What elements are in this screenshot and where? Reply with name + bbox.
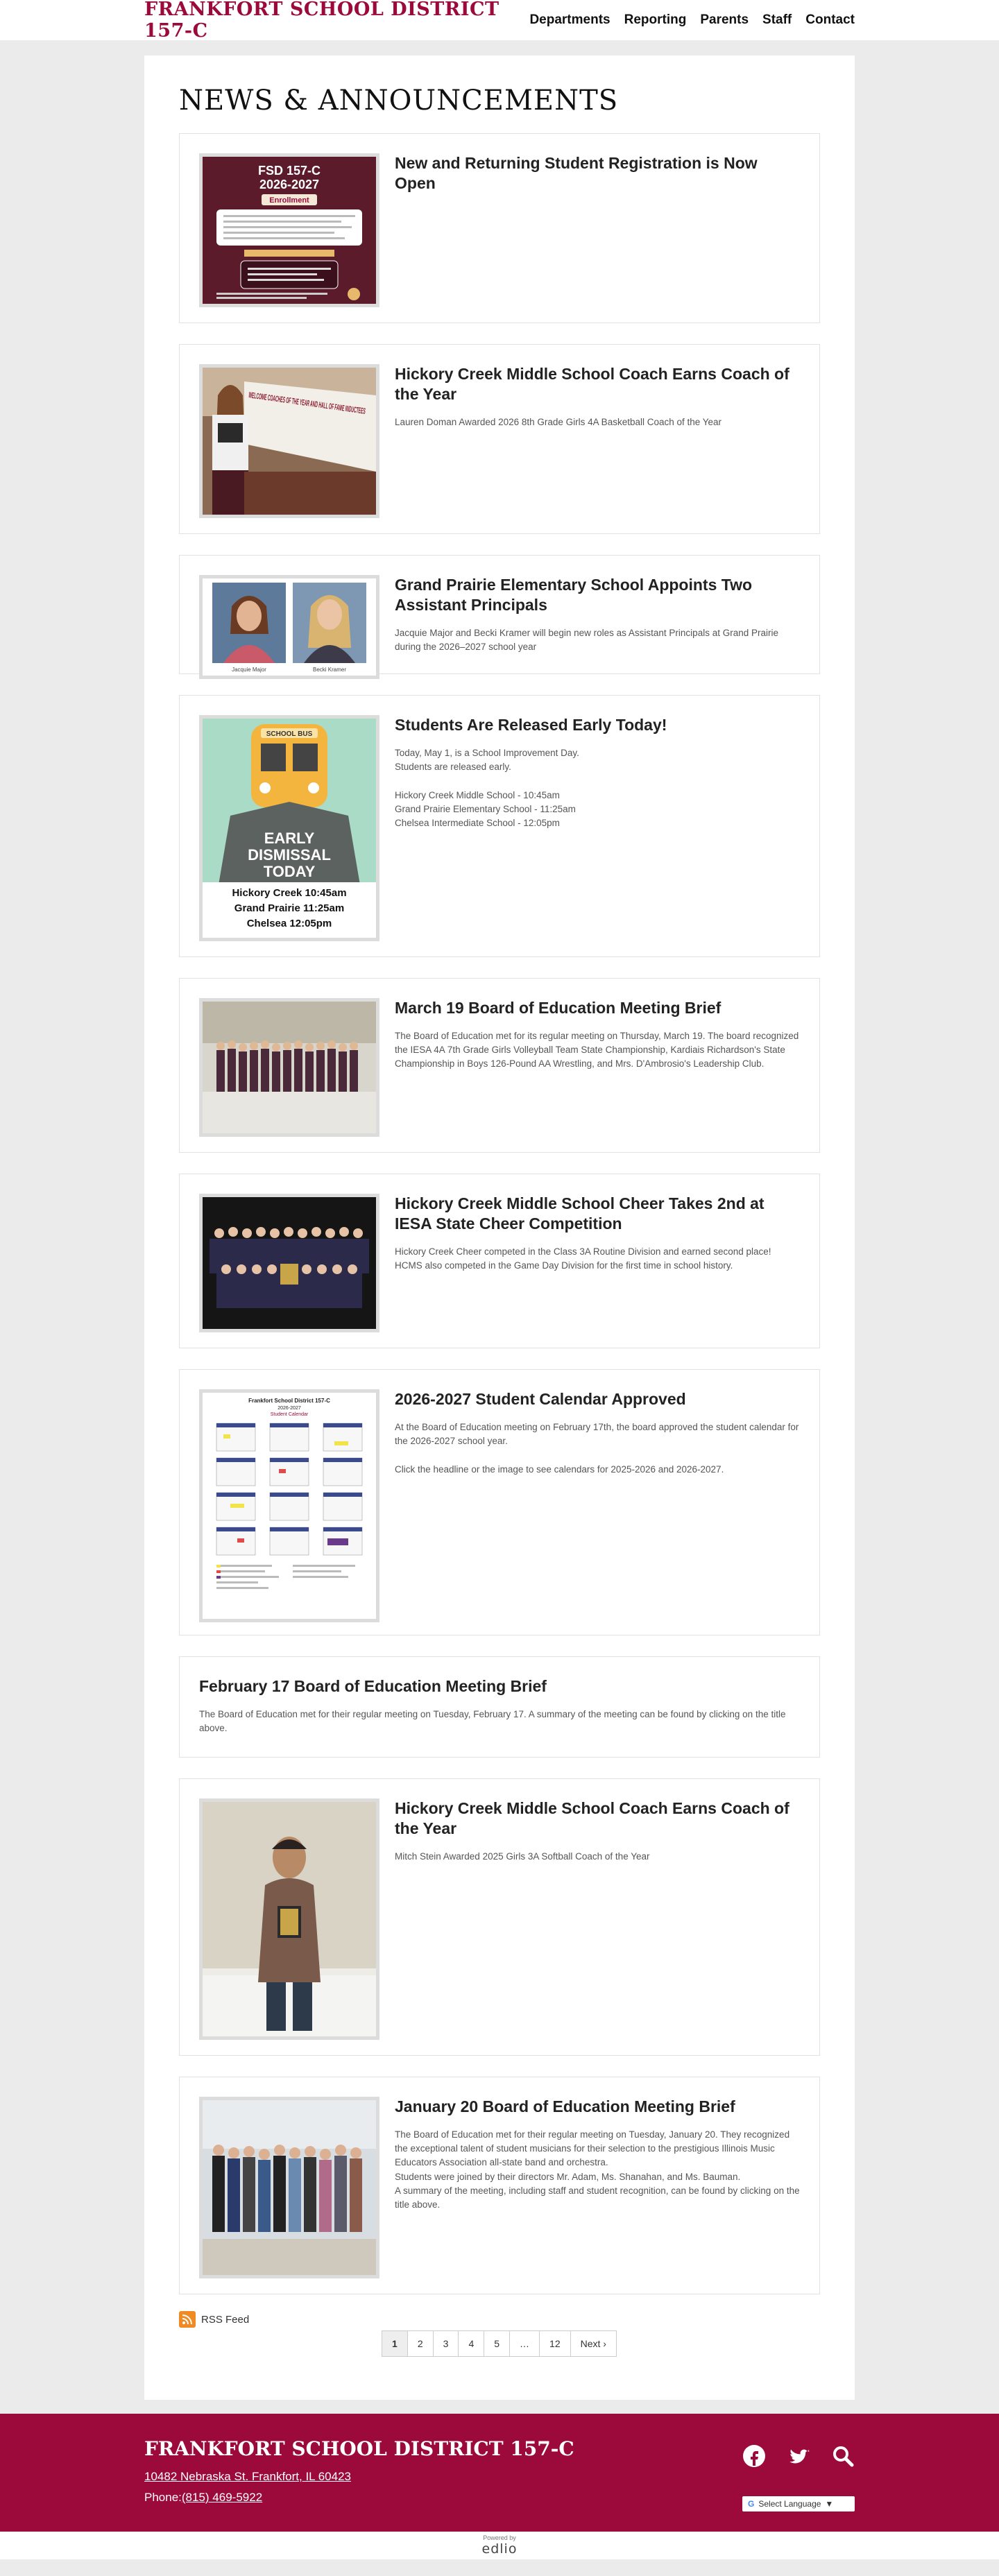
search-icon[interactable] [831,2444,855,2471]
news-item [179,133,820,323]
news-title[interactable]: March 19 Board of Education Meeting Brief [395,999,722,1017]
flyer-enrollment: Enrollment [269,196,309,205]
footer-district-name: FRANKFORT SCHOOL DISTRICT 157-C [144,2437,574,2460]
news-title[interactable]: Hickory Creek Middle School Coach Earns Coach of the Year [395,1799,789,1837]
news-summary: The Board of Education met for its regular meeting on Thursday, March 19. The board recognized the IESA 4A 7th Grade Girls Volleyball Team State Championship, Kardiais Richardson's State Championship in Boys 126-Pound AA Wrestling, and Mrs. D'Ambrosio's Leadership Club. [395,1030,799,1070]
dismissal-text: TODAY [263,863,316,880]
news-item [179,2077,820,2294]
news-summary: Lauren Doman Awarded 2026 8th Grade Girls 4A Basketball Coach of the Year [395,416,722,427]
nav-contact[interactable]: Contact [805,12,855,27]
photo-caption: Becki Kramer [312,667,347,673]
next-page-button[interactable]: Next › [570,2330,617,2357]
news-title[interactable]: Students Are Released Early Today! [395,716,667,734]
news-summary: At the Board of Education meeting on February 17th, the board approved the student calendar for the 2026-2027 school year. Click the headline or the image to see calendars for 2025-2026 and 2026-2027. [395,1421,799,1475]
principals-photo[interactable] [199,575,379,679]
news-item [179,695,820,957]
pagination [179,2330,820,2357]
main-nav [529,12,855,28]
page-5[interactable]: 5 [484,2330,510,2357]
photo-caption: Jacquie Major [232,667,266,673]
rss-feed-link[interactable] [179,2311,820,2328]
dismissal-time: Grand Prairie 11:25am [234,902,345,914]
news-summary: The Board of Education met for their regular meeting on Tuesday, February 17. A summary of the meeting can be found by clicking on the title above. [199,1708,786,1733]
powered-by [0,2532,999,2559]
board-meeting-photo[interactable] [199,998,379,1137]
music-students-photo[interactable] [199,2097,379,2278]
rss-label: RSS Feed [201,2313,250,2326]
rss-icon [179,2311,196,2328]
main-content [144,55,855,2400]
registration-flyer-image[interactable] [199,153,379,307]
site-footer [0,2414,999,2532]
footer-address[interactable]: 10482 Nebraska St. Frankfort, IL 60423 [144,2470,351,2483]
news-item [179,1174,820,1348]
early-dismissal-graphic[interactable] [199,715,379,941]
news-item [179,978,820,1153]
calendar-year: 2026-2027 [278,1406,301,1411]
facebook-icon[interactable] [742,2444,766,2471]
twitter-icon[interactable] [787,2444,810,2471]
dismissal-time: Hickory Creek 10:45am [232,887,347,899]
top-bar [0,0,999,40]
news-summary: Hickory Creek Cheer competed in the Class 3A Routine Division and earned second place! HCMS also competed in the Game Day Division for the first time in school history. [395,1246,771,1271]
cheer-team-photo[interactable] [199,1194,379,1332]
language-select-label: Select Language [758,2499,821,2509]
calendar-image[interactable] [199,1389,379,1622]
news-summary: The Board of Education met for their regular meeting on Tuesday, January 20. They recognized the exceptional talent of student musicians for their selection to the prestigious Illinois Music Educators Association all-state band and orchestra. Students were joined by their directors Mr. Adam, Ms. Shanahan, and Ms. Bauman. A summary of the meeting, including staff and student recognition, can be found by clicking on the title above. [395,2129,800,2210]
nav-departments[interactable]: Departments [529,12,610,27]
news-summary: Mitch Stein Awarded 2025 Girls 3A Softball Coach of the Year [395,1851,650,1862]
news-item [179,1656,820,1758]
news-summary: Jacquie Major and Becki Kramer will begin new roles as Assistant Principals at Grand Prairie during the 2026–2027 school year [395,627,778,652]
language-select[interactable] [742,2496,855,2511]
calendar-subtitle: Student Calendar [270,1412,309,1417]
page-12[interactable]: 12 [539,2330,571,2357]
nav-reporting[interactable]: Reporting [624,12,687,27]
edlio-logo[interactable]: edlio [481,2541,518,2557]
powered-by-label: Powered by [483,2534,516,2541]
news-item [179,1778,820,2056]
footer-phone[interactable]: (815) 469-5922 [181,2491,263,2504]
dismissal-text: EARLY [264,830,315,847]
news-title[interactable]: Grand Prairie Elementary School Appoints Two Assistant Principals [395,576,753,614]
nav-parents[interactable]: Parents [700,12,749,27]
news-title[interactable]: 2026-2027 Student Calendar Approved [395,1390,686,1408]
page-3[interactable]: 3 [433,2330,459,2357]
news-title[interactable]: January 20 Board of Education Meeting Brief [395,2097,735,2115]
dismissal-time: Chelsea 12:05pm [246,918,332,929]
page-2[interactable]: 2 [407,2330,434,2357]
flyer-year: 2026-2027 [259,178,320,191]
page-title: NEWS & ANNOUNCEMENTS [179,85,619,117]
site-brand[interactable]: FRANKFORT SCHOOL DISTRICT 157-C [144,0,500,42]
news-title[interactable]: New and Returning Student Registration is Now Open [395,154,758,192]
footer-phone-label: Phone: [144,2491,182,2504]
page-1[interactable]: 1 [382,2330,408,2357]
calendar-title: Frankfort School District 157-C [248,1398,330,1404]
news-summary: Today, May 1, is a School Improvement Day. Students are released early. Hickory Creek Middle School - 10:45am Grand Prairie Elementary School - 11:25am Chelsea Intermediate School - 12:05pm [395,747,579,828]
chevron-down-icon: ▼ [825,2499,834,2509]
news-title[interactable]: Hickory Creek Middle School Coach Earns Coach of the Year [395,365,789,403]
dismissal-text: DISMISSAL [248,846,331,864]
bus-sign: SCHOOL BUS [266,730,313,738]
page-ellipsis: … [509,2330,540,2357]
google-icon: G [748,2499,755,2509]
news-title[interactable]: Hickory Creek Middle School Cheer Takes 2nd at IESA State Cheer Competition [395,1194,765,1233]
news-item [179,344,820,534]
page-4[interactable]: 4 [458,2330,484,2357]
news-item [179,555,820,674]
news-item [179,1369,820,1635]
news-title[interactable]: February 17 Board of Education Meeting Brief [199,1677,547,1695]
flyer-title: FSD 157-C [257,164,321,178]
coach-photo[interactable] [199,364,379,518]
nav-staff[interactable]: Staff [762,12,792,27]
coach-photo[interactable] [199,1798,379,2040]
